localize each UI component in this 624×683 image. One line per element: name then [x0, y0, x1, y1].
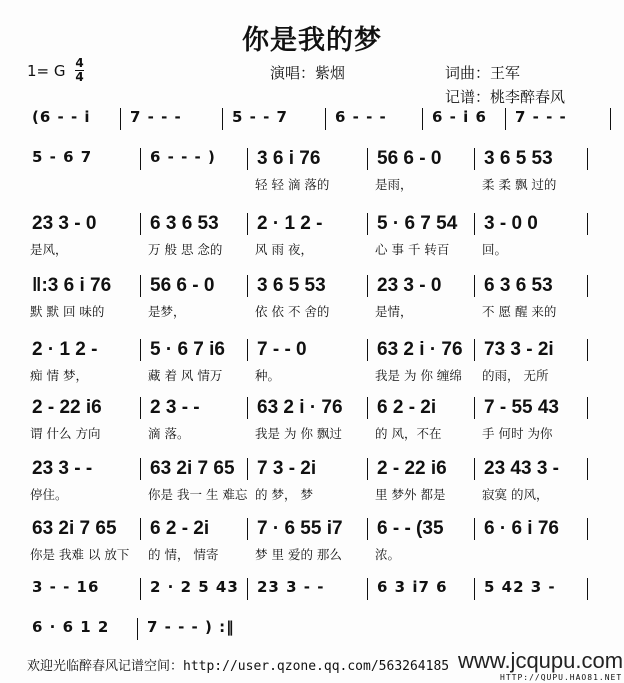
lyric: 我是 为 你 飘过 — [255, 426, 342, 441]
lyric: 是情， — [375, 304, 413, 319]
measure: 2 3 - - — [150, 397, 200, 418]
measure: 63 2i 7 65 — [150, 458, 235, 479]
measure: 56 6 - 0 — [150, 275, 215, 296]
bar-line — [587, 275, 588, 297]
lyric: 浓。 — [375, 547, 401, 562]
score-line — [28, 148, 618, 192]
bar-line — [222, 108, 223, 130]
lyric: 的 风，不在 — [375, 426, 442, 441]
bar-line — [587, 339, 588, 361]
measure: 6 - i 6 — [432, 108, 487, 126]
bar-line — [474, 275, 475, 297]
measure: (6 - - i — [32, 108, 91, 126]
bar-line — [587, 213, 588, 235]
bar-line — [505, 108, 506, 130]
measure: 7 - - - ) :‖ — [147, 618, 235, 636]
bar-line — [587, 518, 588, 540]
measure: 73 3 - 2i — [484, 339, 554, 360]
bar-line — [140, 148, 141, 170]
measure: 23 3 - 0 — [32, 213, 97, 234]
singer-credit: 演唱：紫烟 — [270, 64, 346, 82]
measure: 6 2 - 2i — [150, 518, 210, 539]
bar-line — [610, 108, 611, 130]
bar-line — [422, 108, 423, 130]
measure: 6 3 i7 6 — [377, 578, 448, 596]
bar-line — [367, 458, 368, 480]
bar-line — [140, 339, 141, 361]
bar-line — [367, 397, 368, 419]
bar-line — [247, 578, 248, 600]
key-signature: 1= G — [27, 62, 66, 80]
score-line — [28, 108, 618, 148]
lyric: 梦 里 爱的 那么 — [255, 547, 342, 562]
score-line — [28, 578, 618, 618]
measure: 63 2i 7 65 — [32, 518, 117, 539]
lyric: 你是 我难 以 放下 — [30, 547, 130, 562]
measure: 23 3 - - — [257, 578, 325, 596]
lyric: 谓 什么 方向 — [30, 426, 101, 441]
measure: 23 43 3 - — [484, 458, 559, 479]
bar-line — [325, 108, 326, 130]
bar-line — [367, 275, 368, 297]
lyric: 万 般 思 念的 — [148, 242, 223, 257]
measure: 3 6 i 76 — [257, 148, 321, 169]
lyric: 停住。 — [30, 487, 68, 502]
measure: 2 - 22 i6 — [377, 458, 447, 479]
bar-line — [140, 213, 141, 235]
bar-line — [587, 458, 588, 480]
lyric: 风 雨 夜， — [255, 242, 313, 257]
lyric: 里 梦外 都是 — [375, 487, 446, 502]
measure: 6 3 6 53 — [150, 213, 219, 234]
bar-line — [474, 213, 475, 235]
lyric: 滴 落。 — [148, 426, 190, 441]
bar-line — [474, 148, 475, 170]
bar-line — [367, 213, 368, 235]
bar-line — [247, 518, 248, 540]
bar-line — [140, 458, 141, 480]
bar-line — [587, 397, 588, 419]
score-line — [28, 213, 618, 257]
bar-line — [140, 275, 141, 297]
measure: 7 - - - — [515, 108, 567, 126]
lyric: 是风， — [30, 242, 68, 257]
lyric: 我是 为 你 缠绵 — [375, 368, 462, 383]
score-line — [28, 339, 618, 383]
measure: 7 - - 0 — [257, 339, 307, 360]
measure: ‖:3 6 i 76 — [32, 275, 112, 296]
lyric: 默 默 回 味的 — [30, 304, 105, 319]
bar-line — [247, 397, 248, 419]
bar-line — [474, 339, 475, 361]
bar-line — [140, 578, 141, 600]
lyric: 痴 情 梦， — [30, 368, 88, 383]
watermark-sub: HTTP://QUPU.HAO81.NET — [500, 673, 623, 682]
bar-line — [140, 397, 141, 419]
footer-link[interactable]: 欢迎光临醉春风记谱空间：http://user.qzone.qq.com/563264185 — [27, 659, 450, 674]
measure: 5 - 6 7 — [32, 148, 93, 166]
measure: 5 42 3 - — [484, 578, 556, 596]
lyric: 的雨， 无所 — [482, 368, 549, 383]
measure: 5 · 6 7 i6 — [150, 339, 225, 360]
measure: 6 · 6 i 76 — [484, 518, 559, 539]
bar-line — [247, 339, 248, 361]
measure: 2 - 22 i6 — [32, 397, 102, 418]
lyric: 手 何时 为你 — [482, 426, 553, 441]
measure: 3 6 5 53 — [484, 148, 553, 169]
bar-line — [247, 148, 248, 170]
bar-line — [367, 518, 368, 540]
measure: 6 - - - — [335, 108, 387, 126]
lyric: 种。 — [255, 368, 281, 383]
lyric: 依 依 不 舍的 — [255, 304, 330, 319]
measure: 56 6 - 0 — [377, 148, 442, 169]
lyric: 回。 — [482, 242, 508, 257]
measure: 5 - - 7 — [232, 108, 288, 126]
bar-line — [247, 275, 248, 297]
measure: 7 · 6 55 i7 — [257, 518, 343, 539]
bar-line — [474, 458, 475, 480]
bar-line — [367, 339, 368, 361]
lyric: 藏 着 风 情万 — [148, 368, 223, 383]
bar-line — [137, 618, 138, 640]
lyric: 是梦， — [148, 304, 186, 319]
bar-line — [587, 148, 588, 170]
measure: 6 · 6 1 2 — [32, 618, 110, 636]
measure: 7 - 55 43 — [484, 397, 559, 418]
lyric: 的 梦， 梦 — [255, 487, 313, 502]
measure: 23 3 - 0 — [377, 275, 442, 296]
measure: 2 · 2 5 43 — [150, 578, 239, 596]
measure: 2 · 1 2 - — [32, 339, 98, 360]
lyric: 不 愿 醒 来的 — [482, 304, 557, 319]
measure: 6 - - - ) — [150, 148, 216, 166]
measure: 3 - - 16 — [32, 578, 100, 596]
measure: 7 3 - 2i — [257, 458, 317, 479]
lyric: 寂寞 的风， — [482, 487, 549, 502]
bar-line — [247, 458, 248, 480]
bar-line — [367, 578, 368, 600]
measure: 6 3 6 53 — [484, 275, 553, 296]
measure: 23 3 - - — [32, 458, 93, 479]
measure: 5 · 6 7 54 — [377, 213, 458, 234]
measure: 63 2 i · 76 — [257, 397, 343, 418]
lyric: 是雨， — [375, 177, 413, 192]
song-title: 你是我的梦 — [242, 25, 382, 56]
measure: 2 · 1 2 - — [257, 213, 323, 234]
bar-line — [474, 397, 475, 419]
lyric: 轻 轻 滴 落的 — [255, 177, 330, 192]
lyric: 心 事 千 转百 — [375, 242, 450, 257]
measure: 6 2 - 2i — [377, 397, 437, 418]
bar-line — [474, 578, 475, 600]
measure: 7 - - - — [130, 108, 182, 126]
measure: 63 2 i · 76 — [377, 339, 463, 360]
measure: 6 - - (35 — [377, 518, 444, 539]
transcriber-credit: 记谱：桃李醉春风 — [445, 88, 566, 106]
score-line — [28, 458, 618, 502]
score-line — [28, 397, 618, 441]
score-line — [28, 275, 618, 319]
measure: 3 6 5 53 — [257, 275, 326, 296]
lyric: 你是 我一 生 难忘 — [148, 487, 248, 502]
time-signature: 4 4 — [75, 56, 84, 84]
watermark: www.jcqupu.com — [458, 648, 624, 673]
composer-credit: 词曲：王军 — [445, 64, 521, 82]
bar-line — [474, 518, 475, 540]
lyric: 柔 柔 飘 过的 — [482, 177, 557, 192]
bar-line — [587, 578, 588, 600]
bar-line — [367, 148, 368, 170]
bar-line — [120, 108, 121, 130]
lyric: 的 情， 情寄 — [148, 547, 219, 562]
measure: 3 - 0 0 — [484, 213, 538, 234]
score-line — [28, 518, 618, 562]
bar-line — [140, 518, 141, 540]
bar-line — [247, 213, 248, 235]
